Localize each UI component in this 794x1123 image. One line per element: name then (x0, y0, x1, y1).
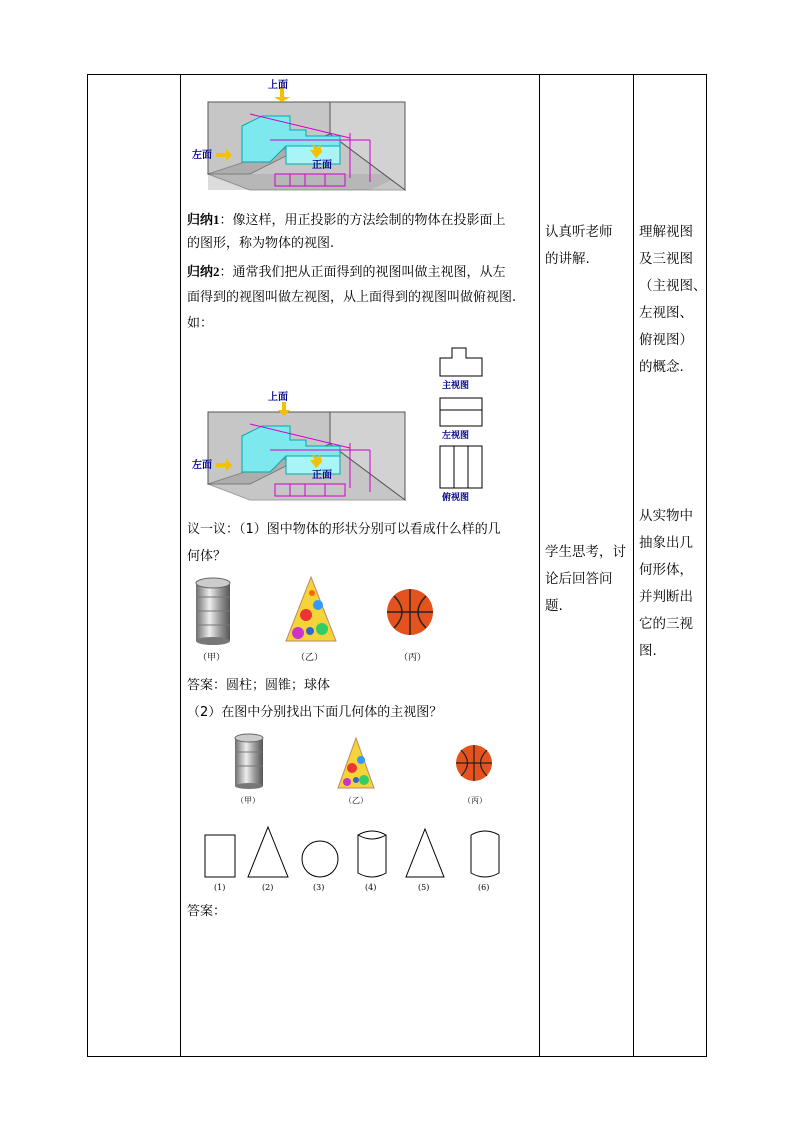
design-intent-1-line: 及三视图 (639, 251, 693, 267)
design-intent-2-line: 何形体， (639, 562, 693, 578)
can-image (192, 575, 234, 645)
can-image-small (232, 732, 266, 790)
column-divider (180, 75, 181, 1056)
student-activity-2 (545, 539, 626, 620)
front-view-options (200, 823, 510, 893)
ball-image-small (455, 744, 493, 782)
design-intent-1-line: 左视图、 (639, 305, 693, 321)
top-view-label: 俯视图 (442, 493, 470, 503)
cone-image (284, 575, 338, 645)
summary-2-line-3: 如： (187, 316, 214, 331)
shape-label-1: (1) (214, 883, 226, 892)
student-activity-2-line: 题. (545, 598, 563, 614)
object-small-label-1: （甲） (236, 796, 260, 805)
projection-figure-1 (190, 78, 415, 193)
ball-image (386, 588, 434, 636)
front-face-label: 正面 (312, 470, 332, 481)
answer-2: 答案： (187, 904, 227, 919)
student-activity-1 (545, 219, 613, 273)
design-intent-1-line: 的概念. (639, 359, 684, 375)
column-divider (633, 75, 634, 1056)
top-face-label: 上面 (268, 392, 288, 403)
object-label-1: （甲） (198, 653, 226, 663)
object-small-label-2: （乙） (344, 796, 368, 805)
cone-image-small (336, 736, 376, 790)
column-divider (539, 75, 540, 1056)
question-2: （2）在图中分别找出下面几何体的主视图？ (187, 705, 443, 720)
student-activity-2-line: 论后回答问 (545, 571, 613, 587)
design-intent-1-line: 理解视图 (639, 224, 693, 240)
front-face-label: 正面 (312, 160, 332, 171)
design-intent-1-line: 俯视图） (639, 332, 693, 348)
top-face-label: 上面 (268, 80, 288, 91)
design-intent-2-line: 抽象出几 (639, 535, 693, 551)
design-intent-2-line: 图. (639, 643, 657, 659)
design-intent-2-line: 并判断出 (639, 589, 693, 605)
shape-label-6: (6) (478, 883, 490, 892)
shape-label-4: (4) (365, 883, 377, 892)
design-intent-2-line: 从实物中 (639, 508, 693, 524)
student-activity-2-line: 学生思考，讨 (545, 544, 626, 560)
shape-label-3: (3) (313, 883, 325, 892)
left-face-label: 左面 (192, 460, 212, 471)
student-activity-1-line: 的讲解. (545, 251, 590, 267)
summary-2-line-1: 归纳2：通常我们把从正面得到的视图叫做主视图，从左 (187, 264, 506, 280)
student-activity-1-line: 认真听老师 (545, 224, 613, 240)
summary-2-line-2: 面得到的视图叫做左视图，从上面得到的视图叫做俯视图. (187, 290, 517, 305)
design-intent-1 (639, 219, 707, 381)
object-small-label-3: （丙） (463, 796, 487, 805)
projection-figure-2 (190, 388, 415, 503)
three-views-figure (436, 344, 488, 506)
object-label-2: （乙） (296, 653, 324, 663)
design-intent-1-line: （主视图、 (639, 278, 707, 294)
object-label-3: （丙） (399, 653, 427, 663)
summary-1-line-2: 的图形，称为物体的视图. (187, 236, 335, 251)
discuss-line-1: 议一议：（1）图中物体的形状分别可以看成什么样的几 (187, 522, 501, 537)
main-view-label: 主视图 (442, 381, 470, 391)
design-intent-2 (639, 503, 693, 665)
summary-1-line-1: 归纳1：像这样，用正投影的方法绘制的物体在投影面上 (187, 212, 506, 228)
answer-1: 答案：圆柱；圆锥；球体 (187, 678, 331, 693)
left-view-label: 左视图 (442, 431, 470, 441)
design-intent-2-line: 它的三视 (639, 616, 693, 632)
shape-label-2: (2) (262, 883, 274, 892)
shape-label-5: (5) (418, 883, 430, 892)
left-face-label: 左面 (192, 150, 212, 161)
discuss-line-2: 何体？ (187, 549, 227, 564)
